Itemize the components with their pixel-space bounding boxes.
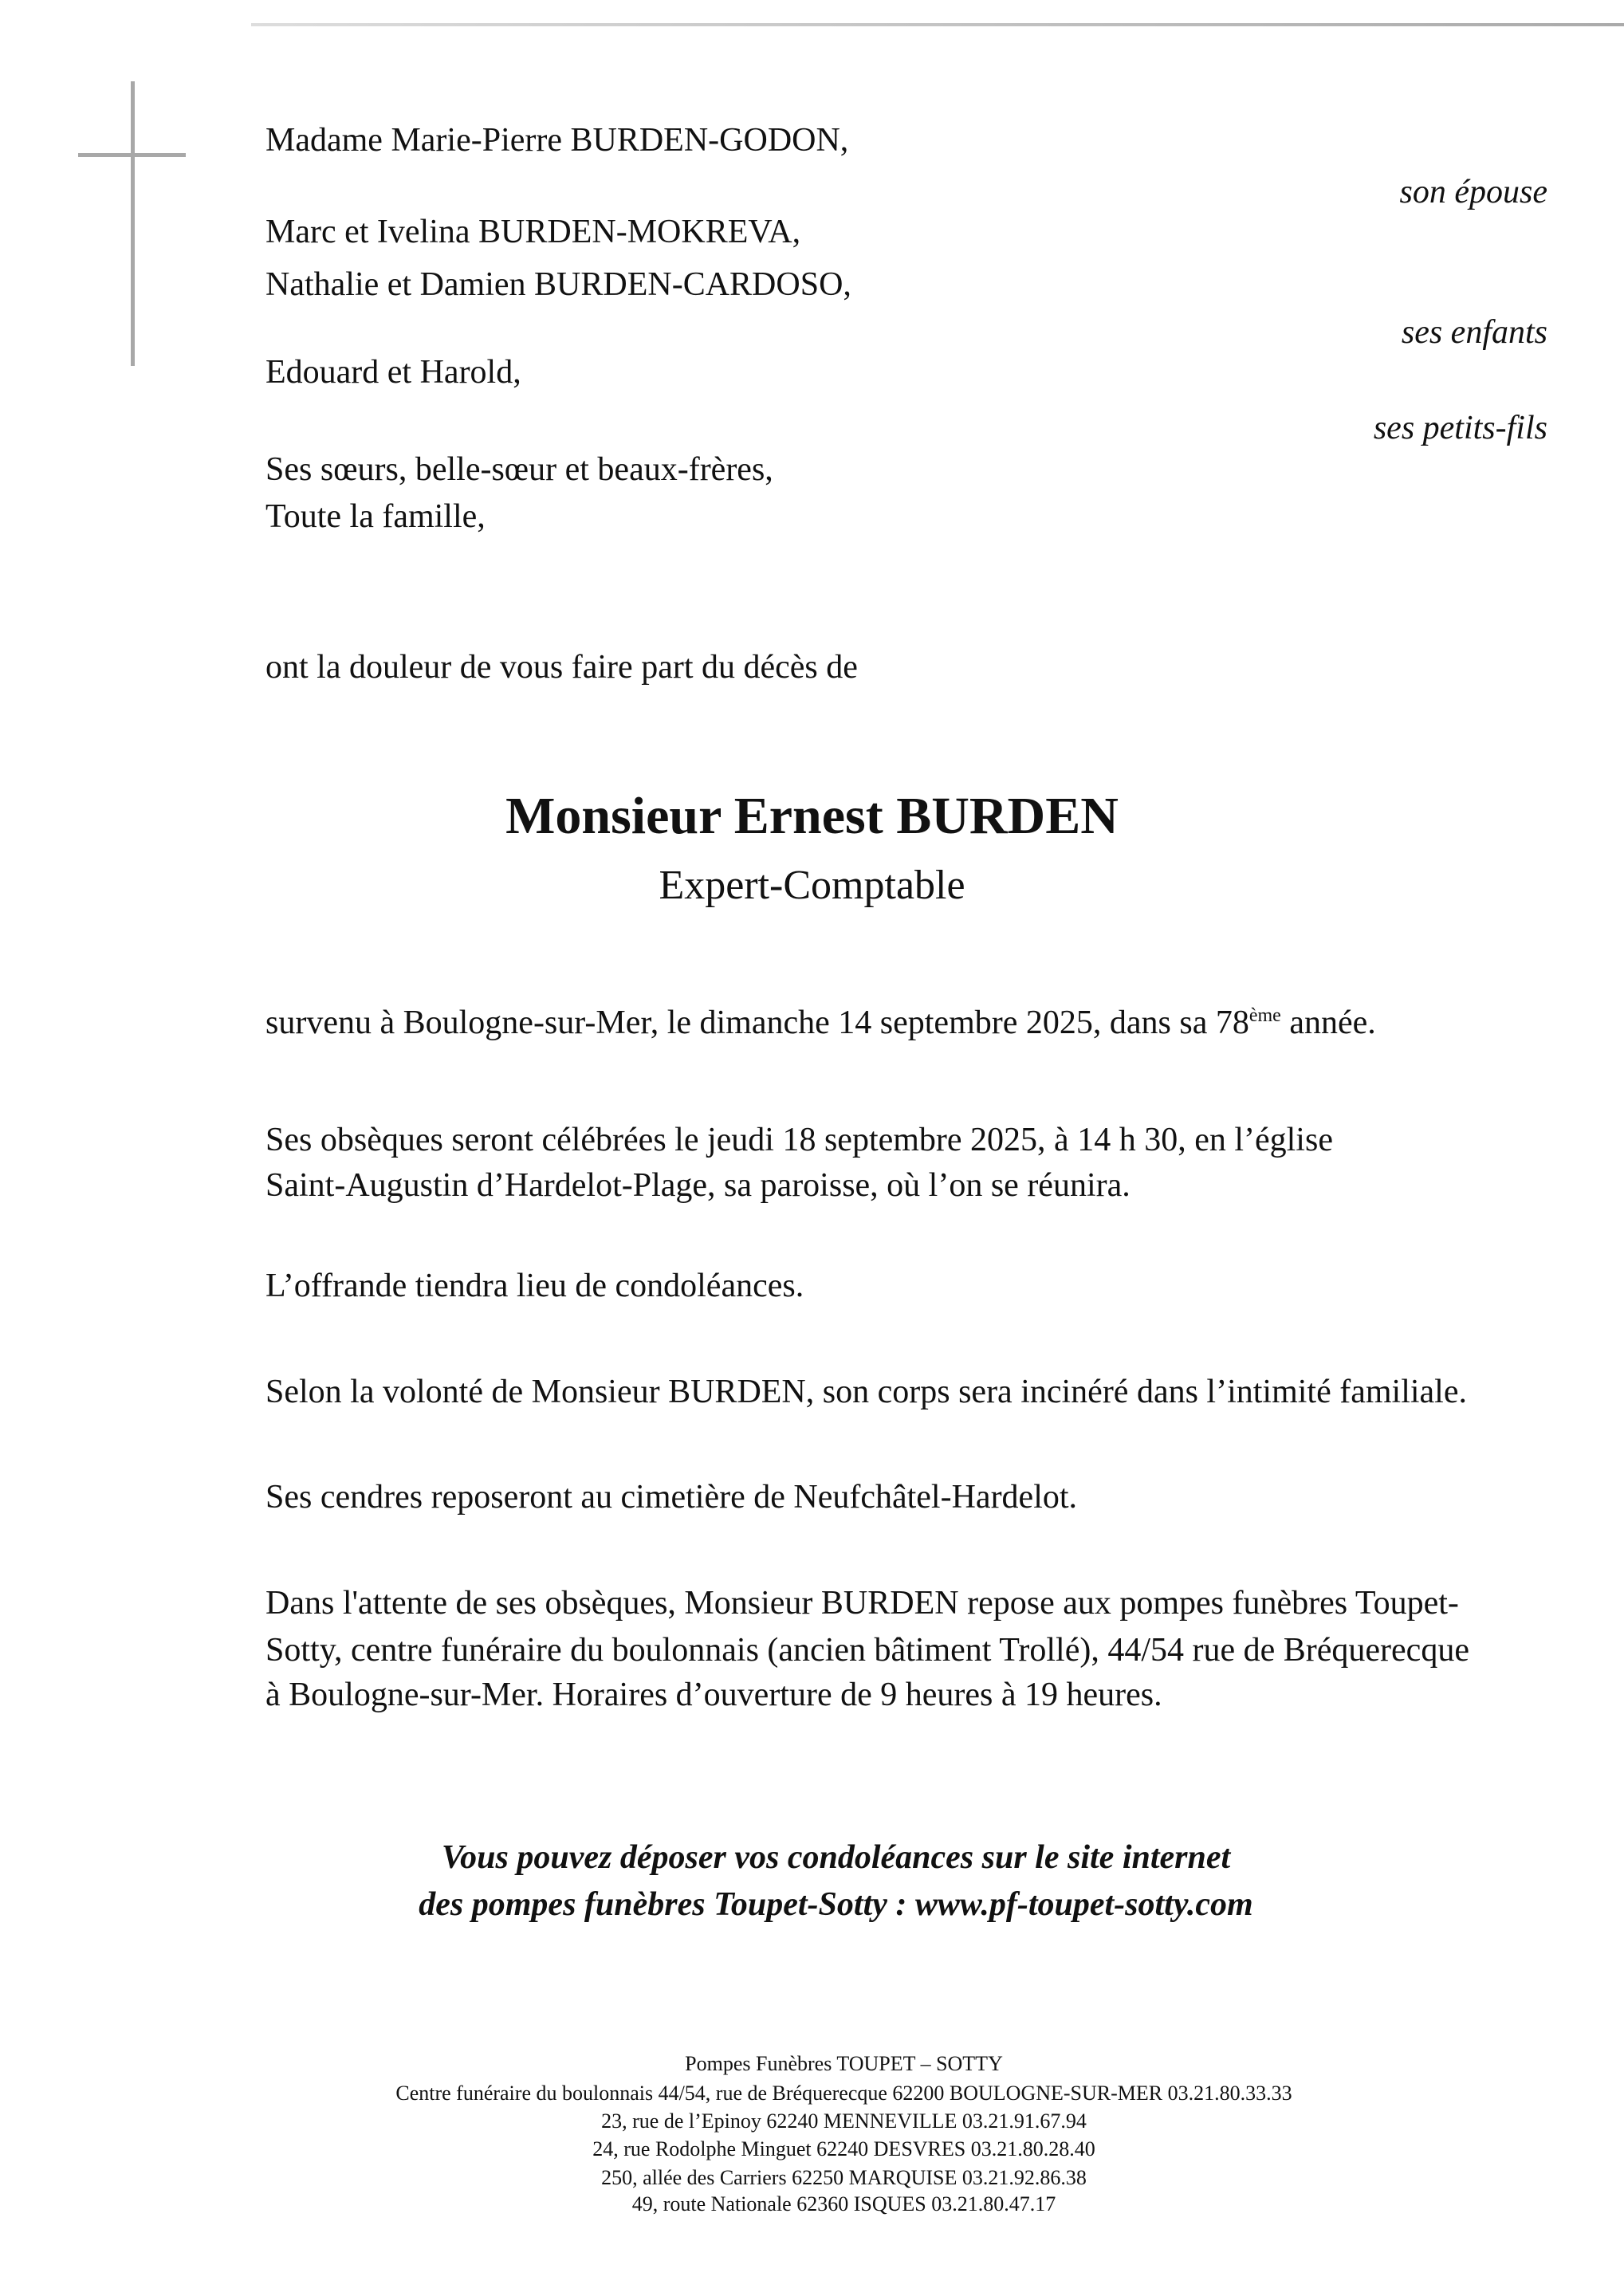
funeral-line: Saint-Augustin d’Hardelot-Plage, sa paroisse, où l’on se réunira. bbox=[265, 1167, 1131, 1204]
death-text-end: année. bbox=[1280, 1005, 1376, 1041]
footer-address: Centre funéraire du boulonnais 44/54, rue de Bréquerecque 62200 BOULOGNE-SUR-MER 03.21.80.33.33 bbox=[395, 2082, 1292, 2105]
whole-family: Toute la famille, bbox=[265, 498, 486, 535]
footer-address: 250, allée des Carriers 62250 MARQUISE 03.21.92.86.38 bbox=[601, 2166, 1087, 2189]
grandchildren-names: Edouard et Harold, bbox=[265, 354, 521, 391]
announcement: ont la douleur de vous faire part du décès de bbox=[265, 649, 858, 686]
children-role: ses enfants bbox=[1401, 314, 1547, 351]
death-details bbox=[265, 999, 1376, 1047]
funeral-line: Ses obsèques seront célébrées le jeudi 18 septembre 2025, à 14 h 30, en l’église bbox=[265, 1122, 1333, 1158]
rest-line: Dans l'attente de ses obsèques, Monsieur BURDEN repose aux pompes funèbres Toupet- bbox=[265, 1585, 1459, 1622]
siblings: Ses sœurs, belle-sœur et beaux-frères, bbox=[265, 451, 773, 488]
condolences-link[interactable]: des pompes funèbres Toupet-Sotty : www.pf-toupet-sotty.com bbox=[419, 1886, 1253, 1923]
grandchildren-role: ses petits-fils bbox=[1373, 410, 1547, 446]
cross-horizontal bbox=[78, 153, 186, 157]
footer-address: 49, route Nationale 62360 ISQUES 03.21.80.47.17 bbox=[631, 2192, 1056, 2215]
child-name: Nathalie et Damien BURDEN-CARDOSO, bbox=[265, 266, 851, 303]
condolences-line: Vous pouvez déposer vos condoléances sur le site internet bbox=[441, 1839, 1231, 1876]
ordinal-suffix: ème bbox=[1248, 1005, 1281, 1026]
rest-line: Sotty, centre funéraire du boulonnais (ancien bâtiment Trollé), 44/54 rue de Bréquerecque bbox=[265, 1632, 1469, 1669]
top-rule bbox=[251, 23, 1624, 26]
ashes: Ses cendres reposeront au cimetière de Neufchâtel-Hardelot. bbox=[265, 1479, 1078, 1516]
footer-company: Pompes Funèbres TOUPET – SOTTY bbox=[685, 2052, 1003, 2075]
spouse-role: son épouse bbox=[1399, 174, 1547, 210]
deceased-profession: Expert-Comptable bbox=[659, 863, 965, 908]
cross-vertical bbox=[131, 81, 135, 366]
offering: L’offrande tiendra lieu de condoléances. bbox=[265, 1268, 804, 1304]
child-name: Marc et Ivelina BURDEN-MOKREVA, bbox=[265, 214, 801, 250]
spouse-name: Madame Marie-Pierre BURDEN-GODON, bbox=[265, 122, 849, 159]
rest-line: à Boulogne-sur-Mer. Horaires d’ouverture de 9 heures à 19 heures. bbox=[265, 1677, 1162, 1713]
footer-address: 23, rue de l’Epinoy 62240 MENNEVILLE 03.21.91.67.94 bbox=[601, 2109, 1087, 2133]
death-text: survenu à Boulogne-sur-Mer, le dimanche 14 septembre 2025, dans sa 78 bbox=[265, 1005, 1249, 1041]
deceased-name: Monsieur Ernest BURDEN bbox=[505, 787, 1119, 845]
cremation: Selon la volonté de Monsieur BURDEN, son corps sera incinéré dans l’intimité familiale. bbox=[265, 1374, 1467, 1410]
footer-address: 24, rue Rodolphe Minguet 62240 DESVRES 03.21.80.28.40 bbox=[592, 2137, 1095, 2160]
